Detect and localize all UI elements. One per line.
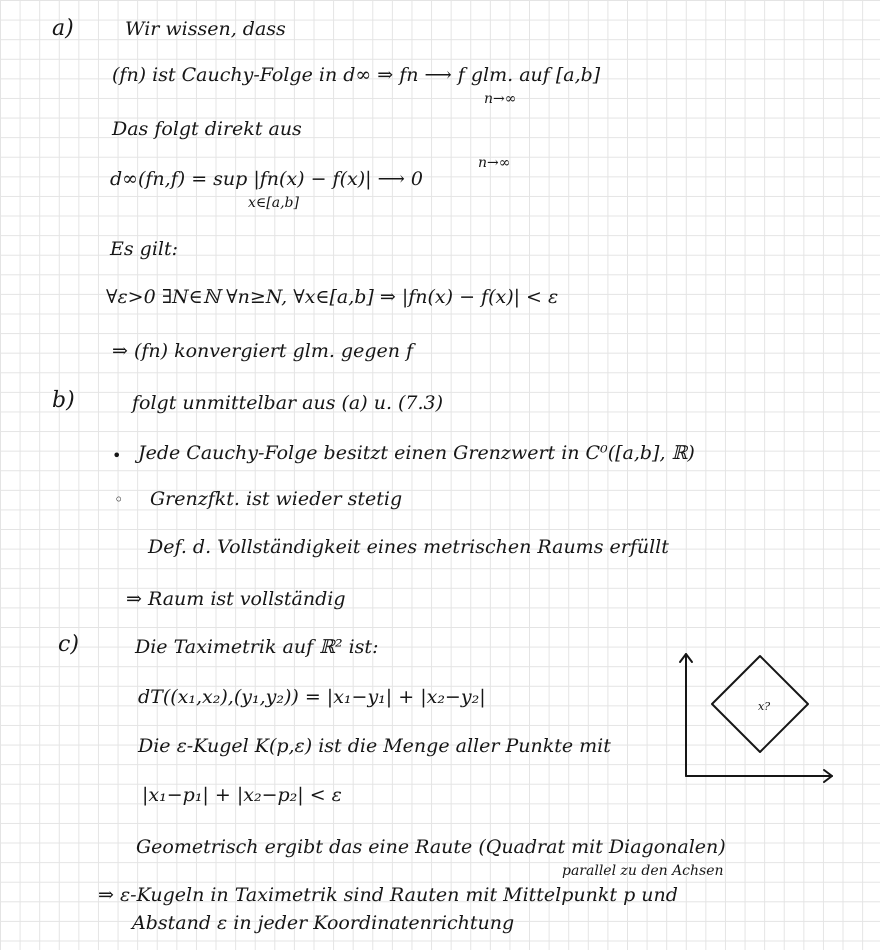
part-a-line-6: ∀ε>0 ∃N∈ℕ ∀n≥N, ∀x∈[a,b] ⇒ |fn(x) − f(x)| < ε <box>106 286 559 308</box>
part-c-label: c) <box>58 632 79 657</box>
part-a-label: a) <box>52 16 74 41</box>
part-a-line-2-sub: n→∞ <box>484 91 517 107</box>
part-c-line-6: ⇒ ε-Kugeln in Taximetrik sind Rauten mit Mittelpunkt p und <box>98 884 678 906</box>
part-c-line-5: Geometrisch ergibt das eine Raute (Quadrat mit Diagonalen) <box>136 836 726 858</box>
part-a-line-4-sup: n→∞ <box>478 155 511 171</box>
part-b-line-1: folgt unmittelbar aus (a) u. (7.3) <box>132 392 444 414</box>
part-c-line-1: Die Taximetrik auf ℝ² ist: <box>135 636 379 658</box>
circle-bullet-icon: ◦ <box>114 490 124 509</box>
part-c-line-5b: parallel zu den Achsen <box>562 863 724 879</box>
part-b-line-2: Jede Cauchy-Folge besitzt einen Grenzwert in C⁰([a,b], ℝ) <box>138 442 695 464</box>
part-b-line-5: ⇒ Raum ist vollständig <box>126 588 346 610</box>
part-a-line-5: Es gilt: <box>110 238 179 260</box>
part-a-line-4: d∞(fn,f) = sup |fn(x) − f(x)| ⟶ 0 <box>110 168 423 190</box>
part-c-line-2: dT((x₁,x₂),(y₁,y₂)) = |x₁−y₁| + |x₂−y₂| <box>138 686 486 708</box>
part-a-line-3: Das folgt direkt aus <box>112 118 302 140</box>
part-b-line-4: Def. d. Vollständigkeit eines metrischen Raums erfüllt <box>148 536 669 558</box>
part-a-line-7: ⇒ (fn) konvergiert glm. gegen f <box>112 340 414 362</box>
part-c-line-3: Die ε-Kugel K(p,ε) ist die Menge aller Punkte mit <box>138 735 611 757</box>
part-b-line-3: Grenzfkt. ist wieder stetig <box>150 488 403 510</box>
part-a-line-4-sub: x∈[a,b] <box>248 195 299 211</box>
part-a-line-1: Wir wissen, dass <box>125 18 286 40</box>
diagram-point-label: x? <box>758 700 771 713</box>
part-c-line-7: Abstand ε in jeder Koordinatenrichtung <box>132 912 515 934</box>
part-b-label: b) <box>52 388 75 413</box>
taxicab-ball-diagram <box>672 648 842 788</box>
part-c-line-4: |x₁−p₁| + |x₂−p₂| < ε <box>142 784 342 806</box>
diagram-svg <box>672 648 842 788</box>
bullet-icon: • <box>112 446 122 465</box>
part-a-line-2: (fn) ist Cauchy-Folge in d∞ ⇒ fn ⟶ f glm. auf [a,b] <box>112 64 601 86</box>
